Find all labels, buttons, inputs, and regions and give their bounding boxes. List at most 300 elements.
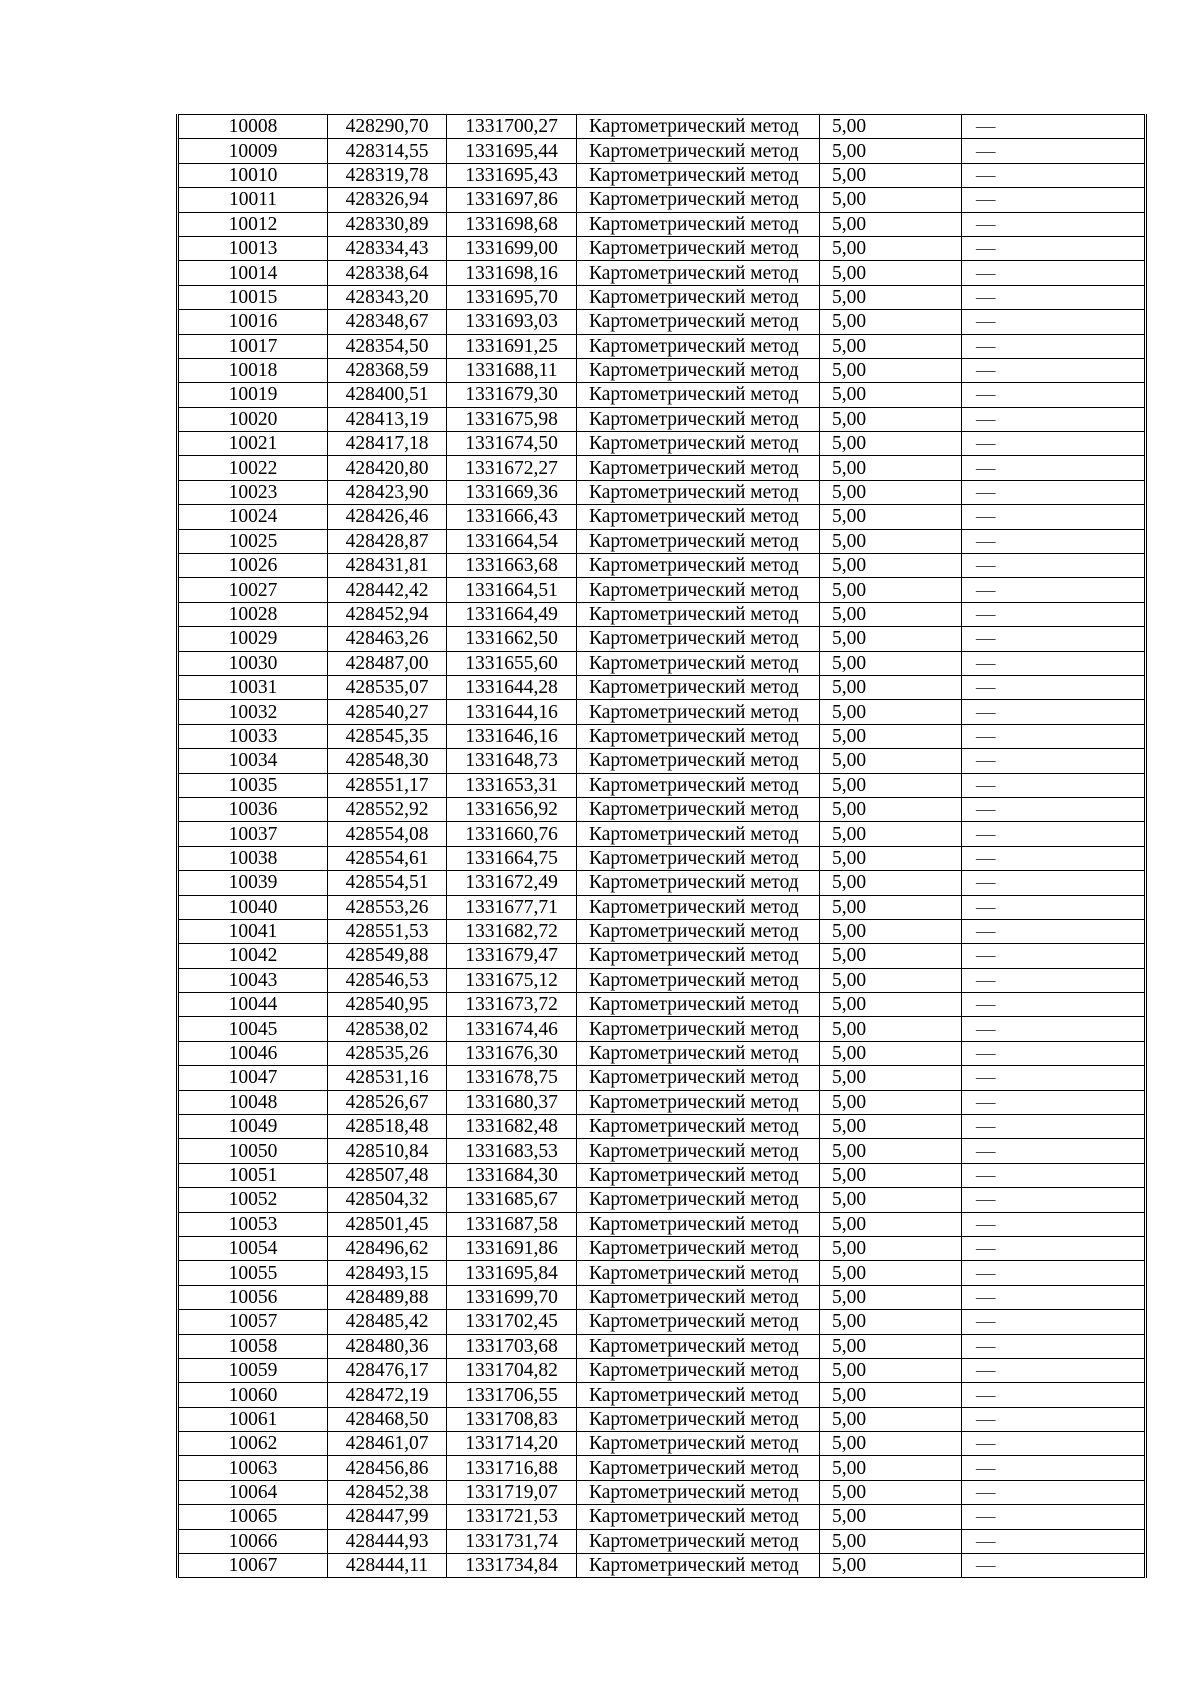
- table-row: [178, 432, 1146, 456]
- method-cell: Картометрический метод: [577, 358, 820, 382]
- precision-cell: 5,00: [820, 1139, 962, 1163]
- precision-cell: 5,00: [820, 1505, 962, 1529]
- point-number-cell: 10046: [178, 1041, 328, 1065]
- method-cell: Картометрический метод: [577, 1554, 820, 1578]
- precision-cell: 5,00: [820, 749, 962, 773]
- x-coordinate-cell: 428551,53: [328, 919, 447, 943]
- y-coordinate-cell: 1331685,67: [447, 1188, 577, 1212]
- table-row: [178, 236, 1146, 260]
- table-row: [178, 627, 1146, 651]
- x-coordinate-cell: 428290,70: [328, 115, 447, 139]
- point-number-cell: 10053: [178, 1212, 328, 1236]
- precision-cell: 5,00: [820, 871, 962, 895]
- method-cell: Картометрический метод: [577, 505, 820, 529]
- y-coordinate-cell: 1331675,98: [447, 407, 577, 431]
- y-coordinate-cell: 1331674,46: [447, 1017, 577, 1041]
- precision-cell: 5,00: [820, 115, 962, 139]
- method-cell: Картометрический метод: [577, 334, 820, 358]
- description-cell: —: [962, 1456, 1146, 1480]
- table-row: [178, 1115, 1146, 1139]
- table-row: [178, 993, 1146, 1017]
- table-row: [178, 895, 1146, 919]
- y-coordinate-cell: 1331666,43: [447, 505, 577, 529]
- y-coordinate-cell: 1331691,25: [447, 334, 577, 358]
- method-cell: Картометрический метод: [577, 115, 820, 139]
- description-cell: —: [962, 1529, 1146, 1553]
- precision-cell: 5,00: [820, 993, 962, 1017]
- y-coordinate-cell: 1331702,45: [447, 1310, 577, 1334]
- method-cell: Картометрический метод: [577, 919, 820, 943]
- coordinates-table-body: [178, 115, 1146, 1578]
- method-cell: Картометрический метод: [577, 1407, 820, 1431]
- x-coordinate-cell: 428485,42: [328, 1310, 447, 1334]
- point-number-cell: 10044: [178, 993, 328, 1017]
- description-cell: —: [962, 968, 1146, 992]
- table-row: [178, 1090, 1146, 1114]
- x-coordinate-cell: 428334,43: [328, 236, 447, 260]
- x-coordinate-cell: 428549,88: [328, 944, 447, 968]
- method-cell: Картометрический метод: [577, 651, 820, 675]
- table-row: [178, 651, 1146, 675]
- precision-cell: 5,00: [820, 407, 962, 431]
- precision-cell: 5,00: [820, 1285, 962, 1309]
- table-row: [178, 115, 1146, 139]
- description-cell: —: [962, 627, 1146, 651]
- description-cell: —: [962, 480, 1146, 504]
- table-row: [178, 310, 1146, 334]
- description-cell: —: [962, 1480, 1146, 1504]
- precision-cell: 5,00: [820, 578, 962, 602]
- table-row: [178, 1236, 1146, 1260]
- y-coordinate-cell: 1331677,71: [447, 895, 577, 919]
- y-coordinate-cell: 1331695,84: [447, 1261, 577, 1285]
- method-cell: Картометрический метод: [577, 1115, 820, 1139]
- table-row: [178, 163, 1146, 187]
- x-coordinate-cell: 428496,62: [328, 1236, 447, 1260]
- table-row: [178, 675, 1146, 699]
- method-cell: Картометрический метод: [577, 1066, 820, 1090]
- x-coordinate-cell: 428552,92: [328, 797, 447, 821]
- table-row: [178, 749, 1146, 773]
- table-row: [178, 285, 1146, 309]
- description-cell: —: [962, 163, 1146, 187]
- x-coordinate-cell: 428554,51: [328, 871, 447, 895]
- table-row: [178, 1358, 1146, 1382]
- method-cell: Картометрический метод: [577, 724, 820, 748]
- table-row: [178, 407, 1146, 431]
- y-coordinate-cell: 1331660,76: [447, 822, 577, 846]
- point-number-cell: 10041: [178, 919, 328, 943]
- method-cell: Картометрический метод: [577, 1432, 820, 1456]
- y-coordinate-cell: 1331676,30: [447, 1041, 577, 1065]
- y-coordinate-cell: 1331706,55: [447, 1383, 577, 1407]
- description-cell: —: [962, 505, 1146, 529]
- y-coordinate-cell: 1331679,30: [447, 383, 577, 407]
- method-cell: Картометрический метод: [577, 1383, 820, 1407]
- x-coordinate-cell: 428420,80: [328, 456, 447, 480]
- x-coordinate-cell: 428480,36: [328, 1334, 447, 1358]
- point-number-cell: 10019: [178, 383, 328, 407]
- x-coordinate-cell: 428546,53: [328, 968, 447, 992]
- precision-cell: 5,00: [820, 1212, 962, 1236]
- y-coordinate-cell: 1331682,48: [447, 1115, 577, 1139]
- point-number-cell: 10038: [178, 846, 328, 870]
- point-number-cell: 10064: [178, 1480, 328, 1504]
- point-number-cell: 10033: [178, 724, 328, 748]
- x-coordinate-cell: 428540,27: [328, 700, 447, 724]
- y-coordinate-cell: 1331664,51: [447, 578, 577, 602]
- table-row: [178, 602, 1146, 626]
- table-row: [178, 1188, 1146, 1212]
- table-row: [178, 139, 1146, 163]
- x-coordinate-cell: 428431,81: [328, 554, 447, 578]
- method-cell: Картометрический метод: [577, 529, 820, 553]
- description-cell: —: [962, 993, 1146, 1017]
- method-cell: Картометрический метод: [577, 627, 820, 651]
- point-number-cell: 10015: [178, 285, 328, 309]
- method-cell: Картометрический метод: [577, 1505, 820, 1529]
- method-cell: Картометрический метод: [577, 236, 820, 260]
- point-number-cell: 10018: [178, 358, 328, 382]
- x-coordinate-cell: 428413,19: [328, 407, 447, 431]
- method-cell: Картометрический метод: [577, 1261, 820, 1285]
- precision-cell: 5,00: [820, 1066, 962, 1090]
- precision-cell: 5,00: [820, 236, 962, 260]
- point-number-cell: 10027: [178, 578, 328, 602]
- description-cell: —: [962, 895, 1146, 919]
- description-cell: —: [962, 919, 1146, 943]
- point-number-cell: 10012: [178, 212, 328, 236]
- description-cell: —: [962, 1066, 1146, 1090]
- description-cell: —: [962, 724, 1146, 748]
- description-cell: —: [962, 115, 1146, 139]
- description-cell: —: [962, 797, 1146, 821]
- description-cell: —: [962, 212, 1146, 236]
- precision-cell: 5,00: [820, 1188, 962, 1212]
- method-cell: Картометрический метод: [577, 1310, 820, 1334]
- table-row: [178, 773, 1146, 797]
- point-number-cell: 10043: [178, 968, 328, 992]
- method-cell: Картометрический метод: [577, 139, 820, 163]
- precision-cell: 5,00: [820, 163, 962, 187]
- method-cell: Картометрический метод: [577, 1163, 820, 1187]
- y-coordinate-cell: 1331703,68: [447, 1334, 577, 1358]
- point-number-cell: 10023: [178, 480, 328, 504]
- x-coordinate-cell: 428417,18: [328, 432, 447, 456]
- method-cell: Картометрический метод: [577, 432, 820, 456]
- description-cell: —: [962, 749, 1146, 773]
- description-cell: —: [962, 871, 1146, 895]
- description-cell: —: [962, 1407, 1146, 1431]
- description-cell: —: [962, 529, 1146, 553]
- precision-cell: 5,00: [820, 822, 962, 846]
- coordinates-table: [176, 114, 1147, 1578]
- method-cell: Картометрический метод: [577, 944, 820, 968]
- y-coordinate-cell: 1331716,88: [447, 1456, 577, 1480]
- x-coordinate-cell: 428476,17: [328, 1358, 447, 1382]
- description-cell: —: [962, 773, 1146, 797]
- precision-cell: 5,00: [820, 383, 962, 407]
- table-row: [178, 383, 1146, 407]
- table-row: [178, 505, 1146, 529]
- method-cell: Картометрический метод: [577, 285, 820, 309]
- precision-cell: 5,00: [820, 212, 962, 236]
- point-number-cell: 10040: [178, 895, 328, 919]
- precision-cell: 5,00: [820, 1041, 962, 1065]
- x-coordinate-cell: 428442,42: [328, 578, 447, 602]
- y-coordinate-cell: 1331675,12: [447, 968, 577, 992]
- y-coordinate-cell: 1331684,30: [447, 1163, 577, 1187]
- x-coordinate-cell: 428493,15: [328, 1261, 447, 1285]
- table-row: [178, 1554, 1146, 1578]
- method-cell: Картометрический метод: [577, 1480, 820, 1504]
- table-row: [178, 188, 1146, 212]
- table-row: [178, 554, 1146, 578]
- y-coordinate-cell: 1331664,49: [447, 602, 577, 626]
- point-number-cell: 10013: [178, 236, 328, 260]
- precision-cell: 5,00: [820, 456, 962, 480]
- table-row: [178, 578, 1146, 602]
- y-coordinate-cell: 1331695,44: [447, 139, 577, 163]
- precision-cell: 5,00: [820, 944, 962, 968]
- precision-cell: 5,00: [820, 261, 962, 285]
- point-number-cell: 10056: [178, 1285, 328, 1309]
- x-coordinate-cell: 428507,48: [328, 1163, 447, 1187]
- description-cell: —: [962, 1554, 1146, 1578]
- table-row: [178, 1310, 1146, 1334]
- x-coordinate-cell: 428510,84: [328, 1139, 447, 1163]
- description-cell: —: [962, 358, 1146, 382]
- description-cell: —: [962, 1383, 1146, 1407]
- table-row: [178, 1334, 1146, 1358]
- y-coordinate-cell: 1331693,03: [447, 310, 577, 334]
- point-number-cell: 10009: [178, 139, 328, 163]
- precision-cell: 5,00: [820, 285, 962, 309]
- precision-cell: 5,00: [820, 1334, 962, 1358]
- point-number-cell: 10049: [178, 1115, 328, 1139]
- point-number-cell: 10057: [178, 1310, 328, 1334]
- method-cell: Картометрический метод: [577, 163, 820, 187]
- method-cell: Картометрический метод: [577, 968, 820, 992]
- y-coordinate-cell: 1331644,28: [447, 675, 577, 699]
- point-number-cell: 10065: [178, 1505, 328, 1529]
- point-number-cell: 10051: [178, 1163, 328, 1187]
- point-number-cell: 10060: [178, 1383, 328, 1407]
- description-cell: —: [962, 1261, 1146, 1285]
- description-cell: —: [962, 1310, 1146, 1334]
- description-cell: —: [962, 1115, 1146, 1139]
- description-cell: —: [962, 1041, 1146, 1065]
- point-number-cell: 10032: [178, 700, 328, 724]
- point-number-cell: 10010: [178, 163, 328, 187]
- y-coordinate-cell: 1331687,58: [447, 1212, 577, 1236]
- precision-cell: 5,00: [820, 895, 962, 919]
- point-number-cell: 10031: [178, 675, 328, 699]
- description-cell: —: [962, 1212, 1146, 1236]
- description-cell: —: [962, 1188, 1146, 1212]
- method-cell: Картометрический метод: [577, 1456, 820, 1480]
- point-number-cell: 10029: [178, 627, 328, 651]
- y-coordinate-cell: 1331691,86: [447, 1236, 577, 1260]
- x-coordinate-cell: 428426,46: [328, 505, 447, 529]
- table-row: [178, 724, 1146, 748]
- description-cell: —: [962, 1505, 1146, 1529]
- precision-cell: 5,00: [820, 846, 962, 870]
- x-coordinate-cell: 428444,11: [328, 1554, 447, 1578]
- table-row: [178, 1505, 1146, 1529]
- method-cell: Картометрический метод: [577, 554, 820, 578]
- point-number-cell: 10036: [178, 797, 328, 821]
- point-number-cell: 10025: [178, 529, 328, 553]
- x-coordinate-cell: 428343,20: [328, 285, 447, 309]
- x-coordinate-cell: 428551,17: [328, 773, 447, 797]
- x-coordinate-cell: 428330,89: [328, 212, 447, 236]
- description-cell: —: [962, 675, 1146, 699]
- y-coordinate-cell: 1331682,72: [447, 919, 577, 943]
- precision-cell: 5,00: [820, 700, 962, 724]
- point-number-cell: 10030: [178, 651, 328, 675]
- x-coordinate-cell: 428368,59: [328, 358, 447, 382]
- method-cell: Картометрический метод: [577, 1139, 820, 1163]
- method-cell: Картометрический метод: [577, 1236, 820, 1260]
- point-number-cell: 10020: [178, 407, 328, 431]
- table-row: [178, 1041, 1146, 1065]
- table-row: [178, 871, 1146, 895]
- table-row: [178, 846, 1146, 870]
- y-coordinate-cell: 1331731,74: [447, 1529, 577, 1553]
- precision-cell: 5,00: [820, 1383, 962, 1407]
- x-coordinate-cell: 428319,78: [328, 163, 447, 187]
- point-number-cell: 10058: [178, 1334, 328, 1358]
- description-cell: —: [962, 822, 1146, 846]
- description-cell: —: [962, 1017, 1146, 1041]
- table-row: [178, 1261, 1146, 1285]
- point-number-cell: 10063: [178, 1456, 328, 1480]
- point-number-cell: 10047: [178, 1066, 328, 1090]
- point-number-cell: 10045: [178, 1017, 328, 1041]
- method-cell: Картометрический метод: [577, 822, 820, 846]
- point-number-cell: 10048: [178, 1090, 328, 1114]
- precision-cell: 5,00: [820, 1261, 962, 1285]
- precision-cell: 5,00: [820, 358, 962, 382]
- method-cell: Картометрический метод: [577, 1212, 820, 1236]
- method-cell: Картометрический метод: [577, 578, 820, 602]
- x-coordinate-cell: 428452,38: [328, 1480, 447, 1504]
- method-cell: Картометрический метод: [577, 212, 820, 236]
- y-coordinate-cell: 1331714,20: [447, 1432, 577, 1456]
- precision-cell: 5,00: [820, 1310, 962, 1334]
- description-cell: —: [962, 1139, 1146, 1163]
- precision-cell: 5,00: [820, 480, 962, 504]
- y-coordinate-cell: 1331644,16: [447, 700, 577, 724]
- precision-cell: 5,00: [820, 797, 962, 821]
- method-cell: Картометрический метод: [577, 407, 820, 431]
- y-coordinate-cell: 1331699,70: [447, 1285, 577, 1309]
- description-cell: —: [962, 1334, 1146, 1358]
- precision-cell: 5,00: [820, 1554, 962, 1578]
- table-row: [178, 919, 1146, 943]
- method-cell: Картометрический метод: [577, 1529, 820, 1553]
- y-coordinate-cell: 1331698,16: [447, 261, 577, 285]
- precision-cell: 5,00: [820, 773, 962, 797]
- description-cell: —: [962, 944, 1146, 968]
- method-cell: Картометрический метод: [577, 261, 820, 285]
- table-row: [178, 822, 1146, 846]
- precision-cell: 5,00: [820, 505, 962, 529]
- description-cell: —: [962, 1285, 1146, 1309]
- table-row: [178, 1017, 1146, 1041]
- description-cell: —: [962, 188, 1146, 212]
- y-coordinate-cell: 1331680,37: [447, 1090, 577, 1114]
- description-cell: —: [962, 407, 1146, 431]
- description-cell: —: [962, 602, 1146, 626]
- y-coordinate-cell: 1331646,16: [447, 724, 577, 748]
- y-coordinate-cell: 1331662,50: [447, 627, 577, 651]
- table-row: [178, 1066, 1146, 1090]
- precision-cell: 5,00: [820, 1090, 962, 1114]
- x-coordinate-cell: 428400,51: [328, 383, 447, 407]
- method-cell: Картометрический метод: [577, 480, 820, 504]
- y-coordinate-cell: 1331653,31: [447, 773, 577, 797]
- y-coordinate-cell: 1331648,73: [447, 749, 577, 773]
- description-cell: —: [962, 236, 1146, 260]
- y-coordinate-cell: 1331699,00: [447, 236, 577, 260]
- y-coordinate-cell: 1331673,72: [447, 993, 577, 1017]
- method-cell: Картометрический метод: [577, 1285, 820, 1309]
- precision-cell: 5,00: [820, 139, 962, 163]
- y-coordinate-cell: 1331695,43: [447, 163, 577, 187]
- point-number-cell: 10017: [178, 334, 328, 358]
- description-cell: —: [962, 1163, 1146, 1187]
- table-row: [178, 334, 1146, 358]
- table-row: [178, 1163, 1146, 1187]
- method-cell: Картометрический метод: [577, 1041, 820, 1065]
- y-coordinate-cell: 1331655,60: [447, 651, 577, 675]
- x-coordinate-cell: 428489,88: [328, 1285, 447, 1309]
- method-cell: Картометрический метод: [577, 797, 820, 821]
- description-cell: —: [962, 1432, 1146, 1456]
- precision-cell: 5,00: [820, 1480, 962, 1504]
- description-cell: —: [962, 554, 1146, 578]
- point-number-cell: 10042: [178, 944, 328, 968]
- x-coordinate-cell: 428518,48: [328, 1115, 447, 1139]
- y-coordinate-cell: 1331664,54: [447, 529, 577, 553]
- point-number-cell: 10037: [178, 822, 328, 846]
- precision-cell: 5,00: [820, 310, 962, 334]
- method-cell: Картометрический метод: [577, 1188, 820, 1212]
- precision-cell: 5,00: [820, 1529, 962, 1553]
- description-cell: —: [962, 261, 1146, 285]
- x-coordinate-cell: 428526,67: [328, 1090, 447, 1114]
- precision-cell: 5,00: [820, 1358, 962, 1382]
- table-row: [178, 1285, 1146, 1309]
- description-cell: —: [962, 334, 1146, 358]
- point-number-cell: 10039: [178, 871, 328, 895]
- method-cell: Картометрический метод: [577, 895, 820, 919]
- point-number-cell: 10024: [178, 505, 328, 529]
- x-coordinate-cell: 428504,32: [328, 1188, 447, 1212]
- x-coordinate-cell: 428423,90: [328, 480, 447, 504]
- x-coordinate-cell: 428501,45: [328, 1212, 447, 1236]
- point-number-cell: 10059: [178, 1358, 328, 1382]
- method-cell: Картометрический метод: [577, 773, 820, 797]
- x-coordinate-cell: 428535,07: [328, 675, 447, 699]
- y-coordinate-cell: 1331674,50: [447, 432, 577, 456]
- x-coordinate-cell: 428531,16: [328, 1066, 447, 1090]
- table-row: [178, 1456, 1146, 1480]
- y-coordinate-cell: 1331669,36: [447, 480, 577, 504]
- method-cell: Картометрический метод: [577, 1090, 820, 1114]
